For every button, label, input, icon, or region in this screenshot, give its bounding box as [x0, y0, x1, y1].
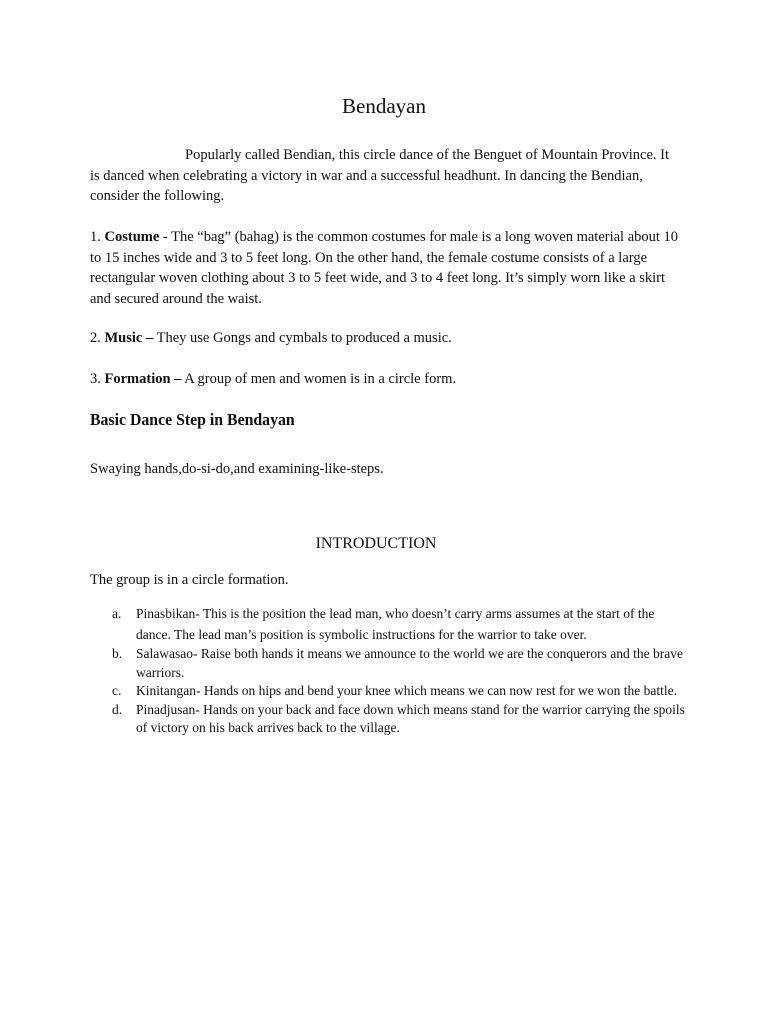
- introduction-heading: INTRODUCTION: [315, 535, 437, 552]
- list-item: [110, 682, 685, 701]
- intro-text: Popularly called Bendian, this circle dance of the Benguet of Mountain Province. It is danced when celebrating a victory in war and a successful headhunt. In dancing the Bendian, consider the following.: [90, 147, 670, 204]
- music-item: [90, 328, 682, 349]
- list-item-text: Salawasao- Raise both hands it means we announce to the world we are the conquerors and the brave warriors.: [136, 646, 683, 680]
- list-item: [110, 645, 685, 682]
- list-marker: b.: [112, 646, 123, 661]
- item-text: The “bag” (bahag) is the common costumes for male is a long woven material about 10 to 15 inches wide and 3 to 5 feet long. On the other hand, the female costume consists of a large rectangular woven clothing about 3 to 5 feet wide, and 3 to 4 feet long. It’s simply worn like a skirt and secured around the waist.: [90, 229, 679, 307]
- list-marker: d.: [112, 701, 123, 717]
- item-number: 3.: [90, 371, 101, 387]
- item-number: 2.: [90, 330, 101, 346]
- steps-list: [110, 604, 685, 738]
- formation-item: [90, 369, 682, 390]
- intro-paragraph: [90, 145, 682, 207]
- item-text: A group of men and women is in a circle form.: [184, 371, 457, 387]
- costume-item: [90, 227, 682, 309]
- list-item: [110, 604, 685, 645]
- section-subheading: Basic Dance Step in Bendayan: [90, 410, 295, 429]
- group-text: The group is in a circle formation.: [90, 572, 289, 588]
- list-item-text: Pinasbikan- This is the position the lead man, who doesn’t carry arms assumes at the start of the dance. The lead man’s position is symbolic instructions for the warrior to take over.: [136, 606, 655, 642]
- item-label: Costume: [104, 229, 160, 245]
- item-text: They use Gongs and cymbals to produced a music.: [156, 330, 452, 346]
- item-label: Formation –: [104, 371, 182, 387]
- list-item-text: Kinitangan- Hands on hips and bend your knee which means we can now rest for we won the battle.: [136, 683, 677, 698]
- list-marker: c.: [112, 683, 122, 698]
- list-item-text: Pinadjusan- Hands on your back and face down which means stand for the warrior carrying the spoils of victory on his back arrives back to the village.: [136, 701, 685, 735]
- document-title: Bendayan: [342, 94, 426, 118]
- item-label: Music –: [104, 330, 154, 346]
- list-item: [110, 701, 685, 738]
- item-number: 1.: [90, 229, 101, 245]
- item-separator: -: [159, 229, 172, 245]
- list-marker: a.: [112, 606, 122, 621]
- steps-text: Swaying hands,do-si-do,and examining-like-steps.: [90, 461, 384, 477]
